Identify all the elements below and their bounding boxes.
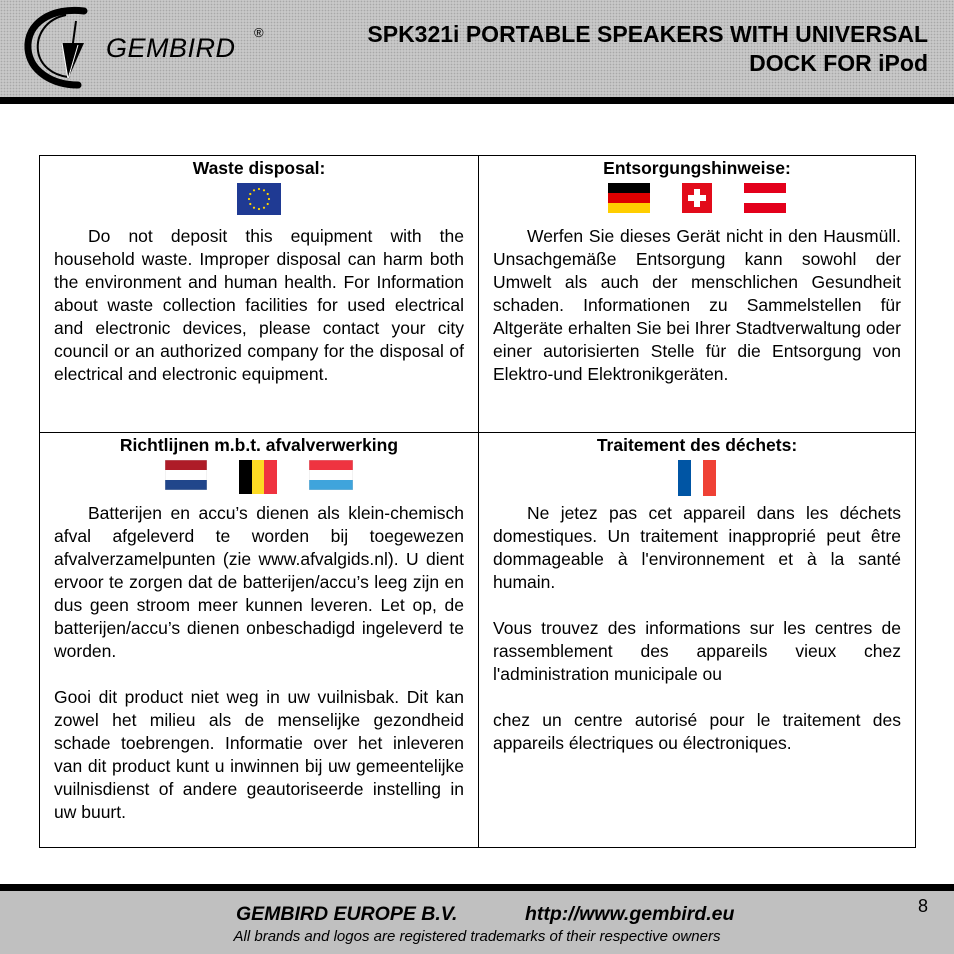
section-heading: Entsorgungshinweise: <box>603 158 791 178</box>
gembird-swoosh-icon <box>22 5 112 93</box>
luxembourg-flag-icon <box>309 460 353 490</box>
header-divider <box>0 97 954 104</box>
austria-flag-icon <box>744 183 786 213</box>
document-title <box>288 20 928 78</box>
paragraph: Werfen Sie dieses Gerät nicht in den Hausmüll. Unsachgemäße Entsorgung kann sowohl der Umwelt als auch der menschlichen Gesundheit schaden. Informationen zu Sammelstellen für Altgeräte erhalten Sie bei Ihrer Stadtverwaltung oder einer autorisierten Stelle für die Entsorgung von Elektro-und Elektronikgeräten. <box>493 226 901 384</box>
switzerland-flag-icon <box>682 183 712 213</box>
netherlands-flag-icon <box>165 460 207 490</box>
paragraph: Ne jetez pas cet appareil dans les déchets domestiques. Un traitement inapproprié peut être dommageable à l'environnement et à la santé humain. <box>493 503 901 592</box>
section-english <box>40 156 479 433</box>
paragraph: Gooi dit product niet weg in uw vuilnisbak. Dit kan zowel het milieu als de menselijke gezondheid schade toebrengen. Informatie over het inleveren van dit product kunt u inwinnen bij uw gemeentelijke vuilnisdienst of andere geautoriseerde instelling in uw buurt. <box>54 687 464 822</box>
germany-flag-icon <box>608 183 650 213</box>
flag-row <box>479 183 915 219</box>
flag-row <box>40 460 478 496</box>
section-heading: Traitement des déchets: <box>596 435 798 455</box>
flag-row <box>40 183 478 219</box>
disposal-table <box>39 155 916 848</box>
belgium-flag-icon <box>239 460 277 494</box>
paragraph: Batterijen en accu’s dienen als klein-chemisch afval afgeleverd te worden bij toegewezen afvalverzamelpunten (zie www.afvalgids.nl). U dient ervoor te zorgen dat de batterijen/accu’s leeg zijn en dus geen stroom meer kunnen leveren. Let op, de batterijen/accu’s dienen onbeschadigd ingeleverd te worden. <box>54 503 464 661</box>
page-footer <box>0 891 954 954</box>
company-name: GEMBIRD EUROPE B.V. <box>236 903 458 925</box>
footer-divider <box>0 884 954 891</box>
section-heading: Richtlijnen m.b.t. afvalverwerking <box>119 435 399 455</box>
page-header <box>0 0 954 97</box>
section-body <box>493 502 901 755</box>
paragraph: chez un centre autorisé pour le traitement des appareils électriques ou électroniques. <box>493 710 901 753</box>
section-heading: Waste disposal: <box>192 158 326 178</box>
section-body <box>493 225 901 386</box>
paragraph: Do not deposit this equipment with the household waste. Improper disposal can harm both the environment and human health. For Information about waste collection facilities for used electrical and electronic devices, please contact your city council or an authorized company for the disposal of electrical and electronic equipment. <box>54 226 464 384</box>
website-url: http://www.gembird.eu <box>525 903 735 925</box>
section-body <box>54 225 464 386</box>
title-line-2: DOCK FOR iPod <box>749 50 928 76</box>
section-dutch <box>40 433 479 847</box>
paragraph: Vous trouvez des informations sur les centres de rassemblement des appareils vieux chez l'administration municipale ou <box>493 618 901 684</box>
section-french <box>479 433 915 847</box>
trademark-note: All brands and logos are registered trademarks of their respective owners <box>233 928 721 945</box>
flag-row <box>479 460 915 496</box>
section-german <box>479 156 915 433</box>
page-number: 8 <box>917 896 928 916</box>
section-body <box>54 502 464 824</box>
france-flag-icon <box>678 460 716 496</box>
logo-wordmark: GEMBIRD <box>106 33 236 63</box>
eu-flag-icon <box>237 183 281 215</box>
registered-mark: ® <box>254 25 264 40</box>
gembird-logo <box>22 5 262 93</box>
title-line-1: SPK321i PORTABLE SPEAKERS WITH UNIVERSAL <box>367 21 928 47</box>
